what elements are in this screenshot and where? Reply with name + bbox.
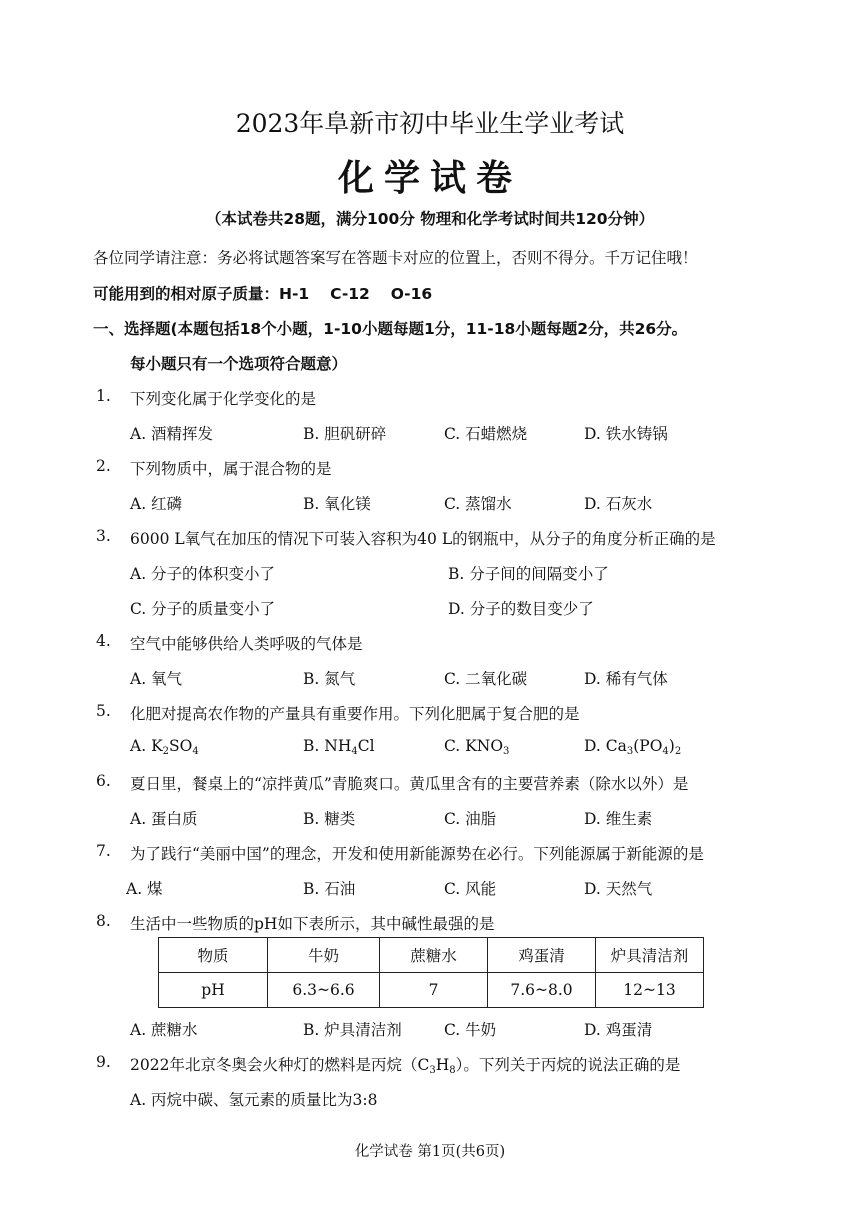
option-letter: B. xyxy=(303,737,325,755)
question-number: 2. xyxy=(96,457,111,475)
formula-k2so4: $K_2SO_4$ xyxy=(151,737,199,757)
formula-c3h8: $C_3H_8$ xyxy=(417,1056,456,1076)
table-header-cell: 蔗糖水 xyxy=(380,938,488,973)
option-d: D. 分子的数目变少了 xyxy=(448,600,594,618)
option-c: C. 油脂 xyxy=(444,810,497,828)
question-number: 7. xyxy=(96,842,111,860)
option-d xyxy=(584,737,681,757)
question-text: 空气中能够供给人类呼吸的气体是 xyxy=(130,635,363,653)
option-a: A. 蛋白质 xyxy=(130,810,198,828)
option-c: C. 石蜡燃烧 xyxy=(444,425,528,443)
table-header-cell: 物质 xyxy=(159,938,268,973)
question-text: 下列变化属于化学变化的是 xyxy=(130,390,317,408)
table-header-cell: 炉具清洁剂 xyxy=(596,938,704,973)
option-a: A. 氧气 xyxy=(130,670,183,688)
question-number: 1. xyxy=(96,387,111,405)
ph-table xyxy=(158,937,704,1008)
formula-kno3: $KNO_3$ xyxy=(465,737,510,757)
question-number: 4. xyxy=(96,632,111,650)
option-d: D. 维生素 xyxy=(584,810,653,828)
question-text: 化肥对提高农作物的产量具有重要作用。下列化肥属于复合肥的是 xyxy=(130,705,580,723)
option-a: A. 红磷 xyxy=(130,495,183,513)
table-cell: 7 xyxy=(380,973,488,1008)
page-footer: 化学试卷 第1页(共6页) xyxy=(354,1144,506,1160)
question-number: 5. xyxy=(96,702,111,720)
option-c: C. 分子的质量变小了 xyxy=(130,600,276,618)
table-header-cell: 牛奶 xyxy=(268,938,380,973)
question-text: 2022年北京冬奥会火种灯的燃料是丙烷$(C_3H_8)$。下列关于丙烷的说法正确的是 xyxy=(130,1056,681,1076)
option-d: D. 稀有气体 xyxy=(584,670,668,688)
table-row xyxy=(159,973,704,1008)
formula-ca3po42: $Ca_3(PO_4)_2$ xyxy=(605,737,682,757)
option-c: C. 牛奶 xyxy=(444,1021,497,1039)
option-d: D. 铁水铸锅 xyxy=(584,425,668,443)
section-heading: 一、选择题(本题包括18个小题，1-10小题每题1分，11-18小题每题2分，共26分。 xyxy=(93,320,688,338)
option-c: C. 蒸馏水 xyxy=(444,495,512,513)
exam-notice: 各位同学请注意：务必将试题答案写在答题卡对应的位置上，否则不得分。千万记住哦！ xyxy=(93,249,698,267)
question-text: 下列物质中，属于混合物的是 xyxy=(130,460,332,478)
option-letter: A. xyxy=(130,737,152,755)
option-b: B. 糖类 xyxy=(303,810,356,828)
question-text: 生活中一些物质的pH如下表所示，其中碱性最强的是 xyxy=(130,915,495,933)
question-number: 8. xyxy=(96,912,111,930)
option-b: B. 胆矾研碎 xyxy=(303,425,387,443)
option-c xyxy=(444,737,509,757)
option-b: B. 分子间的间隔变小了 xyxy=(448,565,609,583)
exam-title: 2023年阜新市初中毕业生学业考试 xyxy=(235,109,625,138)
option-d: D. 鸡蛋清 xyxy=(584,1021,653,1039)
question-text: 夏日里，餐桌上的“凉拌黄瓜”青脆爽口。黄瓜里含有的主要营养素（除水以外）是 xyxy=(130,775,689,793)
formula-nh4cl: $NH_4Cl$ xyxy=(324,737,375,757)
option-letter: D. xyxy=(584,737,606,755)
table-cell: 12~13 xyxy=(596,973,704,1008)
exam-subtitle: 化学试卷 xyxy=(337,158,522,199)
question-number: 6. xyxy=(96,772,111,790)
option-a: A. 分子的体积变小了 xyxy=(130,565,276,583)
option-c: C. 风能 xyxy=(444,880,497,898)
option-b: B. 氧化镁 xyxy=(303,495,371,513)
option-a: A. 煤 xyxy=(126,880,163,898)
question-number: 3. xyxy=(96,527,111,545)
option-a xyxy=(130,737,199,757)
section-heading-cont: 每小题只有一个选项符合题意） xyxy=(130,355,348,373)
option-letter: C. xyxy=(444,737,466,755)
table-header-cell: 鸡蛋清 xyxy=(488,938,596,973)
option-c: C. 二氧化碳 xyxy=(444,670,528,688)
table-row xyxy=(159,938,704,973)
option-b: B. 氮气 xyxy=(303,670,356,688)
question-text: 为了践行“美丽中国”的理念，开发和使用新能源势在必行。下列能源属于新能源的是 xyxy=(130,845,704,863)
option-b: B. 炉具清洁剂 xyxy=(303,1021,402,1039)
atomic-mass-line: 可能用到的相对原子质量：H-1 C-12 O-16 xyxy=(93,285,433,303)
option-b: B. 石油 xyxy=(303,880,356,898)
table-cell: 7.6~8.0 xyxy=(488,973,596,1008)
question-text: 6000 L氧气在加压的情况下可装入容积为40 L的钢瓶中，从分子的角度分析正确的是 xyxy=(130,530,716,548)
option-d: D. 石灰水 xyxy=(584,495,653,513)
question-number: 9. xyxy=(96,1053,111,1071)
table-cell: 6.3~6.6 xyxy=(268,973,380,1008)
exam-info: （本试卷共28题，满分100分 物理和化学考试时间共120分钟） xyxy=(205,210,655,228)
table-cell: pH xyxy=(159,973,268,1008)
option-d: D. 天然气 xyxy=(584,880,653,898)
option-a: A. 酒精挥发 xyxy=(130,425,214,443)
option-a: A. 丙烷中碳、氢元素的质量比为3:8 xyxy=(130,1091,378,1109)
option-b xyxy=(303,737,375,757)
option-a: A. 蔗糖水 xyxy=(130,1021,198,1039)
